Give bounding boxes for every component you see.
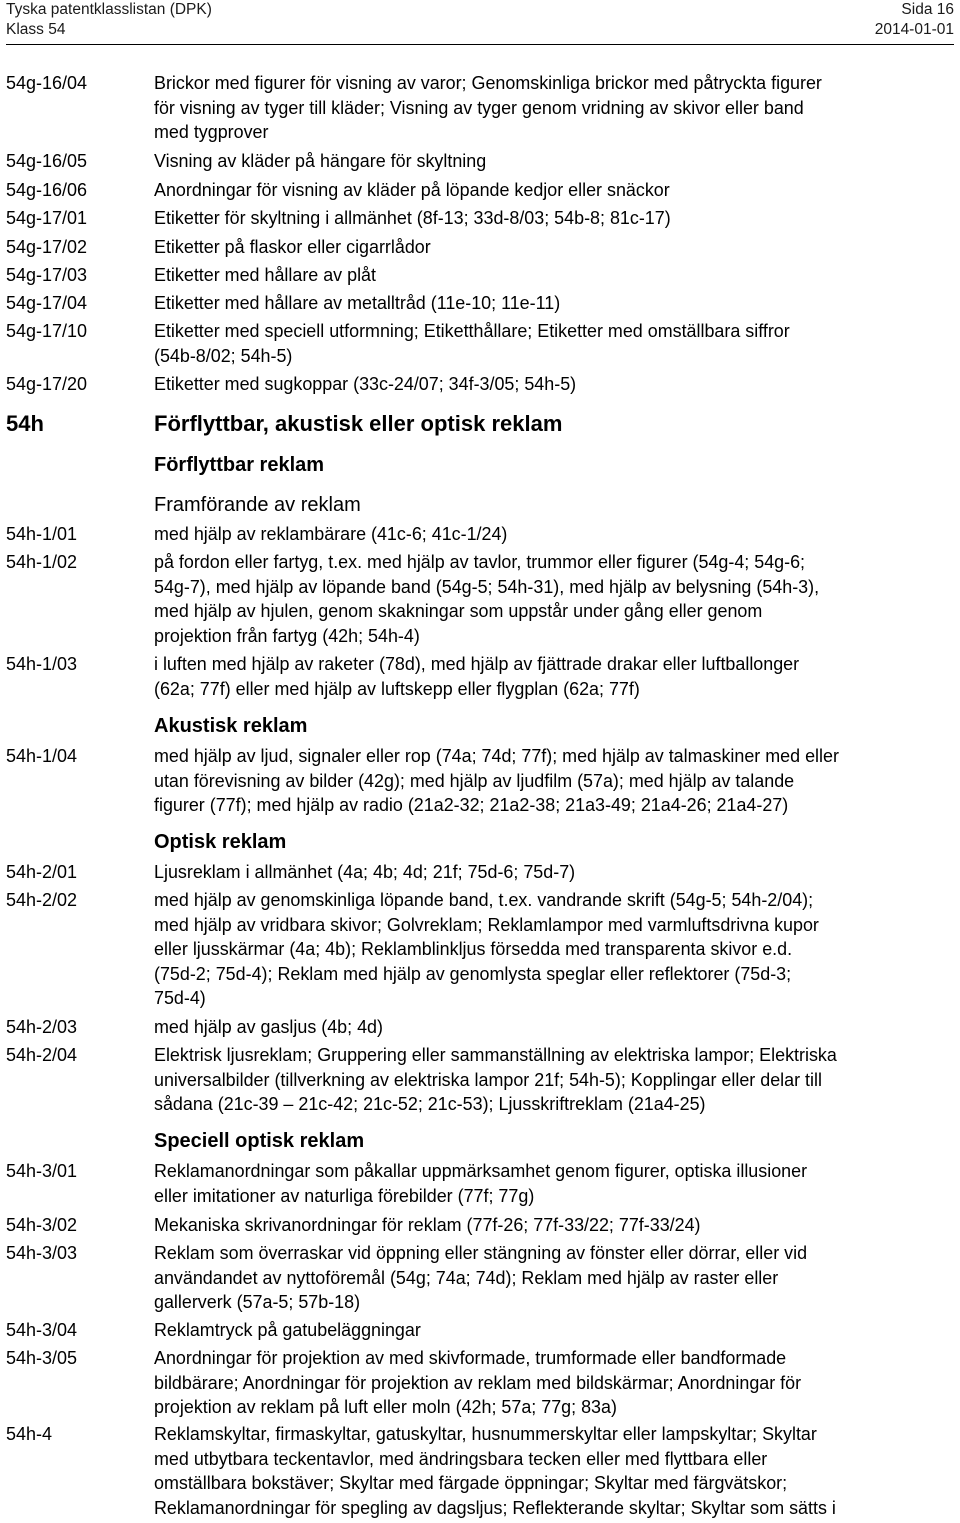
entry-description: Anordningar för visning av kläder på löpande kedjor eller snäckor — [154, 180, 670, 200]
entry-description: med hjälp av gasljus (4b; 4d) — [154, 1017, 383, 1037]
subheading-forflyttbar-reklam: Förflyttbar reklam — [154, 454, 325, 476]
document-date: 2014-01-01 — [874, 21, 954, 38]
entry-description: Mekaniska skrivanordningar för reklam (77f-26; 77f-33/22; 77f-33/24) — [154, 1215, 701, 1235]
entry-code: 54g-17/03 — [6, 265, 88, 285]
entry-code: 54g-17/10 — [6, 321, 88, 341]
entry-code: 54h-2/01 — [6, 862, 78, 882]
entry-code: 54h-3/01 — [6, 1161, 78, 1181]
entry-description: Elektrisk ljusreklam; Gruppering eller sammanställning av elektriska lampor; Elektriska universalbilder (tillverkning av elektriska lampor 21f; 54h-5); Kopplingar eller delar till sådana (21c-39 – 21c-42; 21c-52; 21c-53); Ljusskriftreklam (21a4-25) — [154, 1045, 837, 1114]
entry-code: 54g-16/04 — [6, 73, 88, 93]
section-code: 54h — [6, 411, 44, 436]
entry-description: med hjälp av ljud, signaler eller rop (74a; 74d; 77f); med hjälp av talmaskiner med eller utan förevisning av bilder (42g); med hjälp av ljudfilm (57a); med hjälp av talande figurer (77f); med hjälp av radio (21a2-32; 21a2-38; 21a3-49; 21a4-26; 21a4-27) — [154, 746, 839, 815]
entry-code: 54g-17/20 — [6, 374, 88, 394]
subheading-speciell-optisk-reklam: Speciell optisk reklam — [154, 1130, 365, 1152]
header-rule — [6, 44, 954, 45]
entry-description: Anordningar för projektion av med skivformade, trumformade eller bandformade bildbärare; Anordningar för projektion av reklam med bildskärmar; Anordningar för projektion av reklam på luft eller moln (42h; 57a; 77g; 83a) — [154, 1348, 802, 1417]
entry-description: Etiketter med hållare av plåt — [154, 265, 377, 285]
subheading-akustisk-reklam: Akustisk reklam — [154, 715, 308, 737]
entry-code: 54h-3/02 — [6, 1215, 78, 1235]
entry-code: 54h-3/03 — [6, 1243, 78, 1263]
entry-description: Reklam som överraskar vid öppning eller stängning av fönster eller dörrar, eller vid användandet av nyttoföremål (54g; 74a; 74d); Reklam med hjälp av raster eller gallerverk (57a-5; 57b-18) — [154, 1243, 808, 1312]
entry-description: med hjälp av reklambärare (41c-6; 41c-1/24) — [154, 524, 508, 544]
entry-code: 54h-3/04 — [6, 1320, 78, 1340]
entry-description: på fordon eller fartyg, t.ex. med hjälp av tavlor, trummor eller figurer (54g-4; 54g-6; 54g-7), med hjälp av löpande band (54g-5; 54h-31), med hjälp av belysning (54h-3), med hjälp av hjulen, genom skakningar som uppstår under gång eller genom projektion från fartyg (42h; 54h-4) — [154, 552, 820, 646]
entry-code: 54g-17/02 — [6, 237, 88, 257]
entry-description: Visning av kläder på hängare för skyltning — [154, 151, 487, 171]
entry-code: 54g-17/04 — [6, 293, 88, 313]
entry-code: 54h-3/05 — [6, 1348, 78, 1368]
entry-code: 54h-1/01 — [6, 524, 78, 544]
entry-code: 54h-1/04 — [6, 746, 78, 766]
entry-description: Reklamanordningar som påkallar uppmärksamhet genom figurer, optiska illusioner eller imitationer av naturliga förebilder (77f; 77g) — [154, 1161, 808, 1206]
entry-code: 54h-2/03 — [6, 1017, 78, 1037]
entry-description: Reklamskyltar, firmaskyltar, gatuskyltar, husnummerskyltar eller lampskyltar; Skyltar med utbytbara teckentavlor, med ändringsbara tecken eller med flyttbara eller omställbara bokstäver; Skyltar med färgade öppningar; Skyltar med färgvätskor; Reklamanordningar för spegling av dagsljus; Reflekterande skyltar; Skyltar som sätts i — [154, 1424, 836, 1518]
entry-code: 54h-2/02 — [6, 890, 78, 910]
entry-code: 54h-2/04 — [6, 1045, 78, 1065]
entry-code: 54g-17/01 — [6, 208, 88, 228]
entry-code: 54h-1/03 — [6, 654, 78, 674]
entry-description: Etiketter på flaskor eller cigarrlådor — [154, 237, 431, 257]
entry-code: 54h-1/02 — [6, 552, 78, 572]
entry-description: med hjälp av genomskinliga löpande band, t.ex. vandrande skrift (54g-5; 54h-2/04); med hjälp av vridbara skivor; Golvreklam; Reklamlampor med varmluftsdrivna kupor eller ljusskärmar (4a; 4b); Reklamblinkljus försedda med transparenta skivor e.d. (75d-2; 75d-4); Reklam med hjälp av genomlysta speglar eller reflektorer (75d-3; 75d-4) — [154, 890, 819, 1008]
entry-description: Etiketter med speciell utformning; Etiketthållare; Etiketter med omställbara siffror (54b-8/02; 54h-5) — [154, 321, 790, 366]
subheading-optisk-reklam: Optisk reklam — [154, 831, 287, 853]
subheading-framforande-av-reklam: Framförande av reklam — [154, 494, 361, 516]
entry-description: Brickor med figurer för visning av varor; Genomskinliga brickor med påtryckta figurer för visning av tyger till kläder; Visning av tyger genom vridning av skivor eller band med tygprover — [154, 73, 822, 142]
entry-code: 54h-4 — [6, 1424, 53, 1444]
entry-description: Etiketter med hållare av metalltråd (11e-10; 11e-11) — [154, 293, 561, 313]
document-title: Tyska patentklasslistan (DPK) — [6, 1, 212, 18]
entry-description: Etiketter för skyltning i allmänhet (8f-13; 33d-8/03; 54b-8; 81c-17) — [154, 208, 671, 228]
entry-code: 54g-16/05 — [6, 151, 88, 171]
entry-description: Reklamtryck på gatubeläggningar — [154, 1320, 421, 1340]
entry-description: Ljusreklam i allmänhet (4a; 4b; 4d; 21f; 75d-6; 75d-7) — [154, 862, 576, 882]
entry-description: Etiketter med sugkoppar (33c-24/07; 34f-3/05; 54h-5) — [154, 374, 577, 394]
entry-description: i luften med hjälp av raketer (78d), med hjälp av fjättrade drakar eller luftballonger (62a; 77f) eller med hjälp av luftskepp eller flygplan (62a; 77f) — [154, 654, 800, 699]
class-label: Klass 54 — [6, 21, 66, 38]
page-header — [6, 0, 954, 40]
page-number: Sida 16 — [901, 1, 954, 18]
section-title: Förflyttbar, akustisk eller optisk reklam — [154, 411, 563, 436]
entry-code: 54g-16/06 — [6, 180, 88, 200]
